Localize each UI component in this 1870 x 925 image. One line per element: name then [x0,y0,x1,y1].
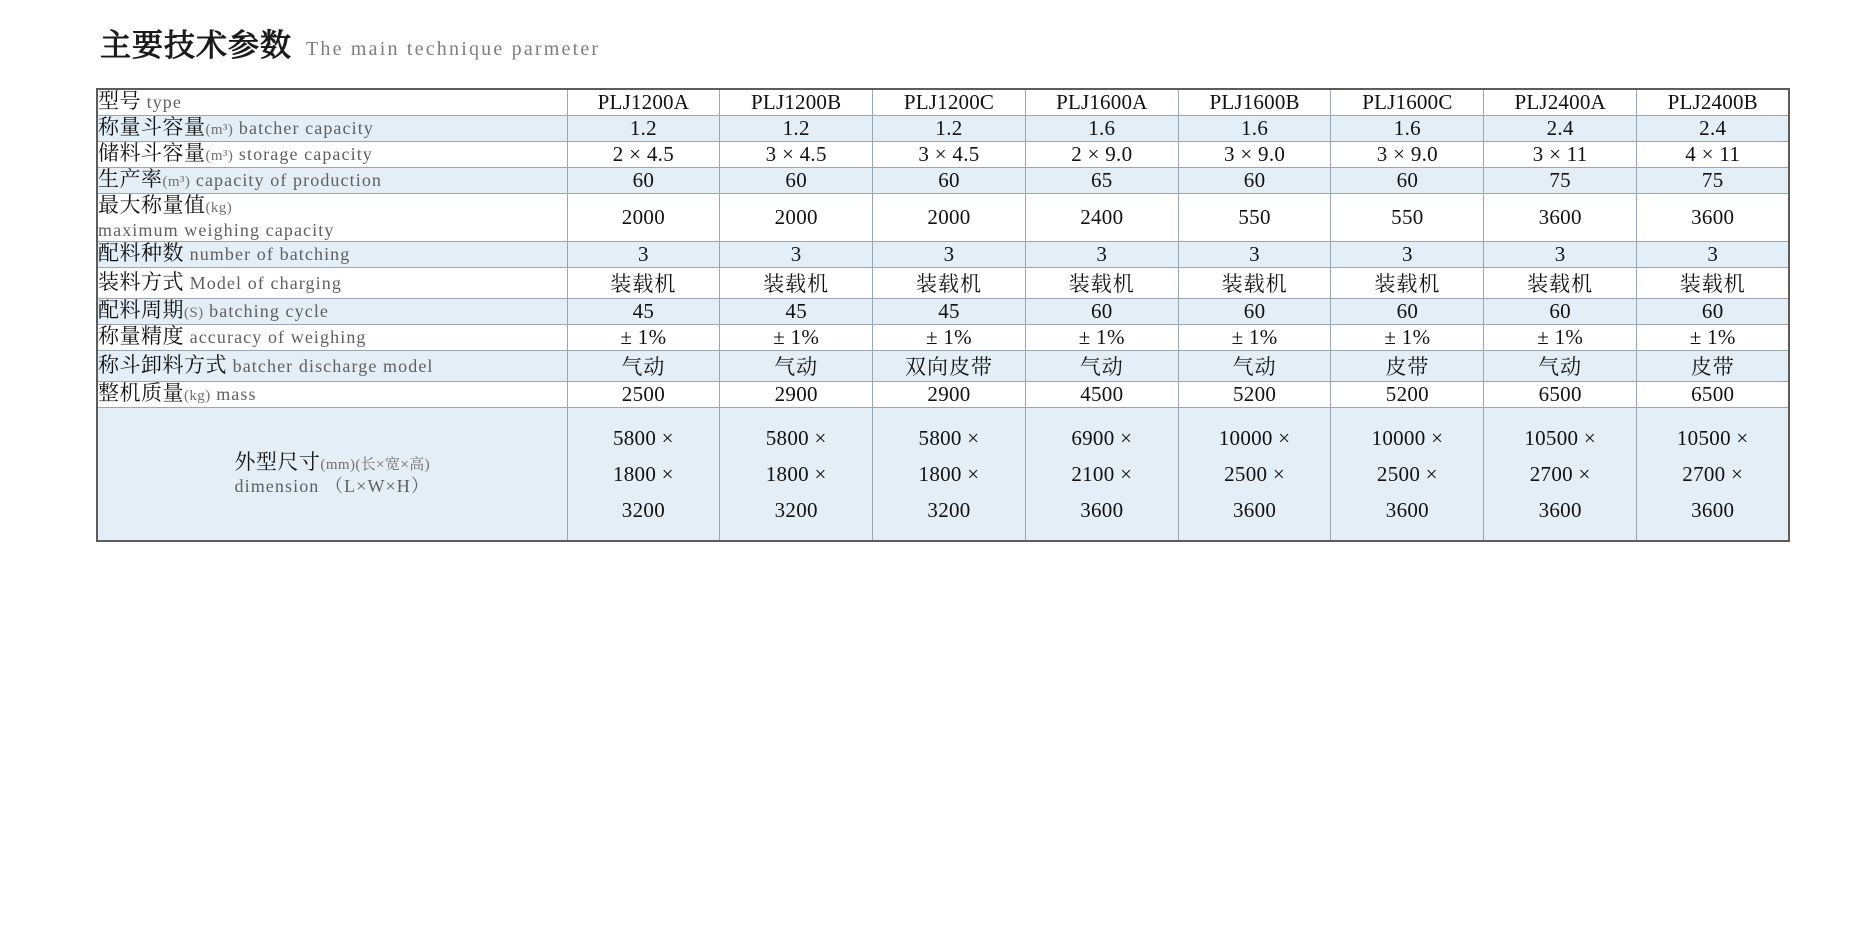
table-cell: 1.6 [1178,116,1331,142]
table-cell [1025,408,1178,542]
row-label-en-text: number of batching [189,244,351,265]
table-cell: 2400 [1025,194,1178,242]
row-label-en-text: mass [216,384,257,405]
dimension-line: 3600 [1385,498,1429,523]
row-label-cn: 配料周期 [98,299,184,323]
table-cell: 3 × 9.0 [1178,142,1331,168]
row-label-cn: 配料种数 [98,242,184,266]
table-cell: 2 × 4.5 [567,142,720,168]
table-cell: 2 × 9.0 [1025,142,1178,168]
row-label-en [98,476,567,497]
table-cell: PLJ1200B [720,89,873,116]
table-cell: 60 [1178,299,1331,325]
dimension-line: 3600 [1538,498,1582,523]
table-cell: 装载机 [567,268,720,299]
dimension-line: 2100 × [1071,462,1133,487]
table-cell: 45 [720,299,873,325]
dimension-line: 10000 × [1218,426,1291,450]
table-cell: 2900 [720,382,873,408]
row-label-cn: 整机质量 [98,382,184,406]
spec-table [96,88,1790,542]
table-cell: 4500 [1025,382,1178,408]
dimension-line: 3200 [774,498,818,523]
table-cell: 75 [1484,168,1637,194]
table-cell: 气动 [1484,351,1637,382]
table-cell: 2.4 [1637,116,1790,142]
table-cell: 3 [567,242,720,268]
table-cell: PLJ1600B [1178,89,1331,116]
table-row [97,116,1789,142]
row-label [97,382,567,408]
table-cell: ± 1% [1484,325,1637,351]
table-cell: 60 [720,168,873,194]
table-cell: 2000 [720,194,873,242]
row-label-unit: (kg) [205,200,233,216]
table-cell: 5200 [1178,382,1331,408]
dimension-line: 3600 [1080,498,1124,523]
table-cell: 550 [1331,194,1484,242]
table-cell: 2000 [873,194,1026,242]
row-label [97,408,567,542]
table-cell: 1.2 [567,116,720,142]
table-cell: 3 [1484,242,1637,268]
table-cell: 45 [873,299,1026,325]
table-cell: 1.6 [1331,116,1484,142]
table-cell: 3600 [1637,194,1790,242]
dimension-line: 6900 × [1071,426,1133,450]
row-label-en [141,92,182,112]
table-cell: 3 [1178,242,1331,268]
table-cell: PLJ1600C [1331,89,1484,116]
table-cell: 1.2 [873,116,1026,142]
table-cell: 气动 [720,351,873,382]
dimension-line: 3600 [1232,498,1277,523]
dimension-line: 3200 [927,498,971,523]
dimension-line: 2700 × [1682,462,1744,487]
table-cell: 2900 [873,382,1026,408]
row-label-en [184,327,367,347]
row-label [97,194,567,242]
dimension-line: 5800 × [918,426,980,450]
table-cell: 2500 [567,382,720,408]
row-label-en [233,144,373,164]
row-label-en [184,273,342,293]
table-cell [1484,408,1637,542]
table-cell: 550 [1178,194,1331,242]
dimension-line: 1800 × [918,462,980,487]
row-label [97,116,567,142]
table-cell: 1.6 [1025,116,1178,142]
table-cell: 3 × 11 [1484,142,1637,168]
table-cell: 60 [1178,168,1331,194]
dimension-line: 3200 [621,498,665,523]
row-label-en-text: batcher discharge model [232,355,434,376]
row-label-cn: 称量精度 [98,325,184,349]
table-row [97,242,1789,268]
table-row [97,142,1789,168]
row-label-cn: 外型尺寸 [234,450,321,474]
table-cell: 6500 [1484,382,1637,408]
table-cell: ± 1% [1178,325,1331,351]
table-cell: 装载机 [720,268,873,299]
row-label-unit: (mm)(长×宽×高) [320,456,431,473]
table-cell: 4 × 11 [1637,142,1790,168]
table-cell: 3 × 9.0 [1331,142,1484,168]
table-cell: 60 [1484,299,1637,325]
row-label-cn: 称斗卸料方式 [98,353,227,377]
table-cell: 装载机 [1637,268,1790,299]
table-cell: 1.2 [720,116,873,142]
table-cell: 75 [1637,168,1790,194]
row-label-unit: (m³) [205,148,234,165]
table-cell: 3 [1637,242,1790,268]
row-label-en [211,384,257,404]
table-cell: 60 [1331,168,1484,194]
row-label [97,142,567,168]
table-cell: 装载机 [1178,268,1331,299]
table-row [97,325,1789,351]
page-title-cn: 主要技术参数 [100,28,292,63]
table-row [97,89,1789,116]
table-cell [1178,408,1331,542]
table-cell: 装载机 [1484,268,1637,299]
table-cell: PLJ2400B [1637,89,1790,116]
table-cell [567,408,720,542]
table-cell: 3 [1025,242,1178,268]
table-cell: 2.4 [1484,116,1637,142]
table-cell: PLJ1200C [873,89,1026,116]
table-cell: 3 [720,242,873,268]
row-label-en-text: capacity of production [195,170,383,191]
table-cell: ± 1% [873,325,1026,351]
dimension-line: 10000 × [1371,426,1444,450]
row-label-cn: 生产率 [98,168,163,192]
table-row [97,168,1789,194]
table-cell: 60 [1331,299,1484,325]
table-row [97,382,1789,408]
row-label-en [233,118,374,138]
table-cell: PLJ1600A [1025,89,1178,116]
page-title [100,30,600,61]
table-cell: 60 [1025,299,1178,325]
row-label-en-text: batching cycle [209,301,330,322]
row-label-en-text: storage capacity [238,144,373,165]
dimension-line: 1800 × [612,462,674,487]
row-label-en [98,220,567,241]
table-row [97,268,1789,299]
row-label-en [184,244,350,264]
table-cell: ± 1% [1331,325,1484,351]
table-cell: 装载机 [1025,268,1178,299]
table-cell: 5200 [1331,382,1484,408]
row-label-en-text: batcher capacity [238,118,374,139]
row-label [97,89,567,116]
table-cell: ± 1% [720,325,873,351]
row-label [97,325,567,351]
table-cell [1331,408,1484,542]
dimension-line: 2700 × [1529,462,1591,487]
row-label [97,299,567,325]
table-cell [873,408,1026,542]
row-label-en-text: Model of charging [189,272,342,293]
table-cell: 气动 [1178,351,1331,382]
row-label-en-text: accuracy of weighing [189,327,367,348]
row-label-cn: 称量斗容量 [98,116,206,140]
table-cell: 3 [1331,242,1484,268]
row-label [97,168,567,194]
dimension-line: 2500 × [1376,462,1438,487]
row-label-unit: (S) [184,305,204,322]
table-cell [1637,408,1790,542]
row-label-cn: 装料方式 [98,270,184,294]
dimension-line: 3600 [1691,498,1735,523]
table-cell [720,408,873,542]
table-cell: 65 [1025,168,1178,194]
row-label [97,351,567,382]
table-cell: 60 [567,168,720,194]
table-cell: 皮带 [1637,351,1790,382]
table-cell: ± 1% [567,325,720,351]
row-label-en-text: type [146,92,182,113]
row-label-cn: 最大称量值 [98,194,206,217]
table-cell: 3600 [1484,194,1637,242]
table-cell: 3 [873,242,1026,268]
table-cell: 45 [567,299,720,325]
table-cell: 气动 [1025,351,1178,382]
dimension-line: 10500 × [1676,426,1749,450]
dimension-line: 2500 × [1224,462,1286,487]
table-cell: 60 [1637,299,1790,325]
row-label-en [204,301,329,321]
page-title-en: The main technique parmeter [306,38,601,60]
row-label-en-text: maximum weighing capacity [98,219,335,240]
table-cell: 气动 [567,351,720,382]
table-row [97,299,1789,325]
table-cell: ± 1% [1637,325,1790,351]
table-cell: 60 [873,168,1026,194]
dimension-line: 5800 × [612,426,674,450]
row-label-cn: 储料斗容量 [98,142,206,166]
table-cell: 装载机 [1331,268,1484,299]
table-cell: PLJ1200A [567,89,720,116]
row-label-en-text: dimension （L×W×H） [234,476,430,497]
spec-table-wrapper [96,88,1786,542]
row-label-unit: (m³) [162,174,191,191]
table-cell: 皮带 [1331,351,1484,382]
row-label-en [227,356,434,376]
row-label-en [190,170,382,190]
row-label-cn: 型号 [98,90,141,114]
table-cell: 6500 [1637,382,1790,408]
table-row [97,194,1789,242]
dimension-line: 5800 × [765,426,827,450]
row-label [97,268,567,299]
table-cell: 双向皮带 [873,351,1026,382]
table-cell: ± 1% [1025,325,1178,351]
table-cell: 2000 [567,194,720,242]
table-cell: 装载机 [873,268,1026,299]
dimension-line: 10500 × [1524,426,1597,450]
table-cell: 3 × 4.5 [873,142,1026,168]
table-cell: PLJ2400A [1484,89,1637,116]
table-row [97,408,1789,542]
row-label-unit: (m³) [205,122,234,139]
dimension-line: 1800 × [765,462,827,487]
row-label-unit: (kg) [184,388,211,405]
table-row [97,351,1789,382]
table-cell: 3 × 4.5 [720,142,873,168]
row-label [97,242,567,268]
